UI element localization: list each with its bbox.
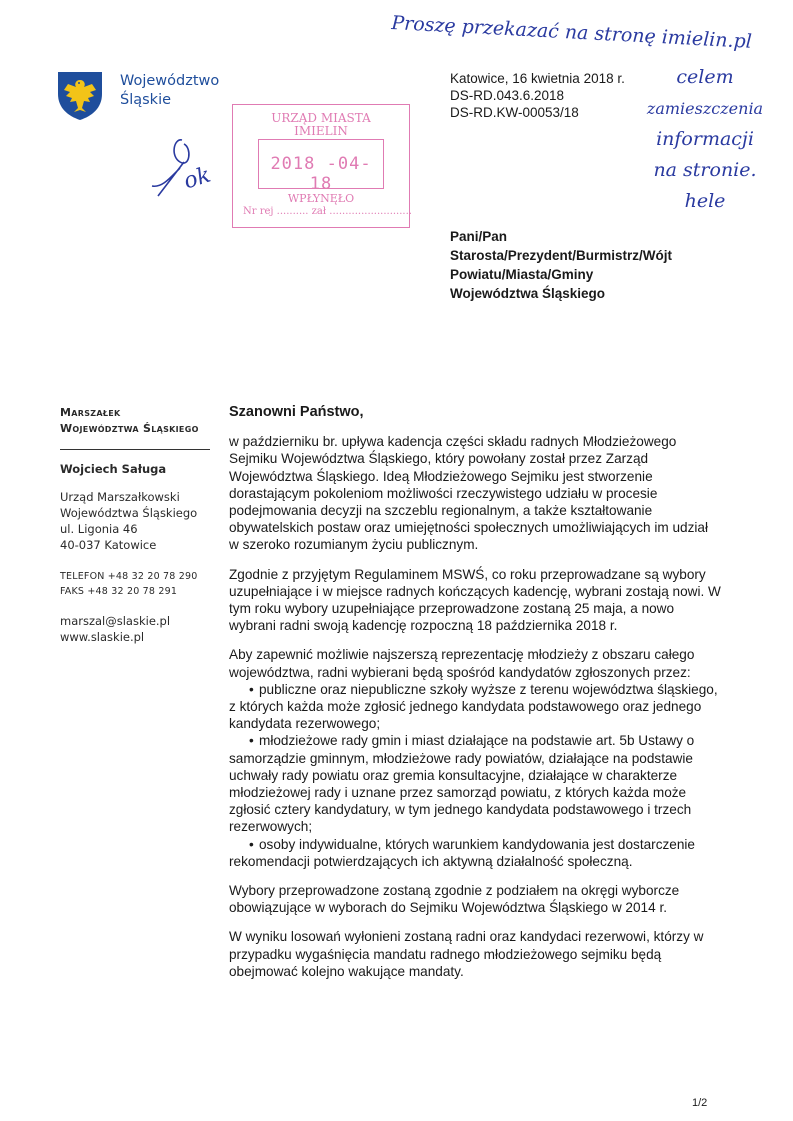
- phone-number: TELEFON +48 32 20 78 290: [60, 571, 198, 582]
- list-item: [229, 681, 721, 733]
- paragraph-2: Zgodnie z przyjętym Regulaminem MSWŚ, co roku przeprowadzane są wybory uzupełniające i w miejsce radnych kończących kadencję, wybrani zostają nowi. W tym roku wybory uzupełniające przeprowadzone zostaną 25 maja, a nowo wybrani radni swoją kadencję rozpoczną 18 października 2018 r.: [229, 566, 721, 634]
- recipient-block: [450, 227, 672, 303]
- paragraph-4: Wybory przeprowadzone zostaną zgodnie z podziałem na okręgi wyborcze obowiązujące w wyborach do Sejmiku Województwa Śląskiego w 2014 r.: [229, 883, 680, 916]
- paragraph-5: W wyniku losowań wyłonieni zostaną radni oraz kandydaci rezerwowi, którzy w przypadku wygaśnięcia mandatu radnego młodzieżowego sejmiku będą obejmować kolejno wakujące mandaty.: [229, 929, 704, 979]
- sender-contacts: [60, 613, 212, 645]
- recipient-line-3: Powiatu/Miasta/Gminy: [450, 267, 594, 282]
- received-stamp: [232, 104, 410, 228]
- address-line-3: ul. Ligonia 46: [60, 522, 138, 536]
- stamp-date-box: [258, 139, 384, 194]
- sidebar-divider: [60, 449, 210, 450]
- paragraph-1: w październiku br. upływa kadencja części składu radnych Młodzieżowego Sejmiku Województwa Śląskiego, który powołany został przez Zarząd Województwa Śląskiego. Ideą Młodzieżowego Sejmiku jest stworzenie dorastającym pokoleniom możliwości rzeczywistego udziału w procesie podejmowania decyzji na szczeblu regionalnym, a także kształtowanie obywatelskich postaw oraz umiejętności społecznych umożliwiających im udział w szeroko rozumianym życiu publicznym.: [229, 434, 709, 553]
- handwritten-top-note: [391, 12, 752, 53]
- sender-title-2: Województwa Śląskiego: [60, 422, 199, 435]
- stamp-date: 2018 -04- 18: [270, 154, 372, 194]
- email-address: marszal@slaskie.pl: [60, 614, 171, 628]
- handwritten-right-line-2: zamieszczenia: [646, 99, 764, 118]
- handwritten-right-line-1: celem: [676, 66, 734, 88]
- list-item: [229, 732, 721, 835]
- stamp-name-line-1: URZĄD MIASTA: [271, 111, 371, 125]
- recipient-line-1: Pani/Pan: [450, 229, 508, 244]
- list-item-text: osoby indywidualne, których warunkiem kandydowania jest dostarczenie rekomendacji potwierdzających ich aktywną działalność społeczną.: [229, 836, 695, 869]
- wojewodztwo-logo: [54, 70, 220, 120]
- bullet-icon: •: [249, 836, 254, 852]
- handwritten-right-line-3: informacji: [656, 128, 754, 150]
- candidate-sources-list: [229, 681, 721, 870]
- handwritten-right-line-4: na stronie.: [653, 159, 757, 181]
- salutation: Szanowni Państwo,: [229, 404, 364, 420]
- reference-number-2: DS-RD.KW-00053/18: [450, 105, 579, 120]
- paragraph-3: Aby zapewnić możliwie najszerszą reprezentację młodzieży z obszaru całego województwa, radni wybierani będą spośród kandydatów zgłoszonych przez:: [229, 647, 695, 680]
- bullet-icon: •: [249, 681, 254, 697]
- recipient-line-4: Województwa Śląskiego: [450, 286, 606, 301]
- stamp-name-line-2: IMIELIN: [294, 124, 348, 138]
- stamp-received-label: WPŁYNĘŁO: [287, 192, 355, 205]
- stamp-office-name: [233, 112, 409, 138]
- sender-phones: [60, 569, 212, 599]
- sender-sidebar: [60, 405, 212, 645]
- sender-address: [60, 489, 212, 553]
- website-address: www.slaskie.pl: [60, 630, 145, 644]
- stamp-registry-line: Nr rej .......... zał ..........................: [243, 206, 412, 217]
- page-number: 1/2: [692, 1097, 708, 1109]
- sender-title-1: Marszałek: [60, 406, 121, 419]
- address-line-2: Województwa Śląskiego: [60, 506, 198, 520]
- list-item-text: publiczne oraz niepubliczne szkoły wyższe z terenu województwa śląskiego, z których każda może zgłosić jednego kandydata podstawowego oraz jednego kandydata rezerwowego;: [229, 681, 718, 732]
- handwritten-right-note: [640, 62, 770, 217]
- handwritten-left-mark: [140, 128, 240, 208]
- logo-line-2: Śląskie: [120, 92, 172, 108]
- address-line-1: Urząd Marszałkowski: [60, 490, 180, 504]
- handwritten-top-line: Proszę przekazać na stronę imielin.pl: [390, 12, 753, 53]
- sender-name: Wojciech Saługa: [60, 462, 167, 476]
- reference-number-1: DS-RD.043.6.2018: [450, 88, 565, 103]
- address-line-4: 40-037 Katowice: [60, 538, 157, 552]
- logo-line-1: Województwo: [120, 73, 220, 89]
- date-line: Katowice, 16 kwietnia 2018 r.: [450, 71, 625, 86]
- handwritten-right-line-5: hele: [684, 190, 726, 212]
- recipient-line-2: Starosta/Prezydent/Burmistrz/Wójt: [450, 248, 673, 263]
- list-item: [229, 836, 721, 870]
- header-references: [450, 70, 625, 121]
- fax-number: FAKS +48 32 20 78 291: [60, 586, 178, 597]
- bullet-icon: •: [249, 733, 254, 749]
- list-item-text: młodzieżowe rady gmin i miast działające na podstawie art. 5b Ustawy o samorządzie gminnym, młodzieżowe rady powiatów, działające na podstawie uchwały rady powiatu oraz gremia konsultacyjne, działające w charakterze młodzieżowej rady i uznane przez samorząd powiatu, z których każda może zgłosić cztery kandydatury, w tym jednego kandydata podstawowego i trzech rezerwowych;: [229, 733, 695, 835]
- letter-body: [229, 404, 721, 992]
- handwritten-ok: ok: [180, 162, 214, 195]
- eagle-crest-icon: [54, 70, 106, 122]
